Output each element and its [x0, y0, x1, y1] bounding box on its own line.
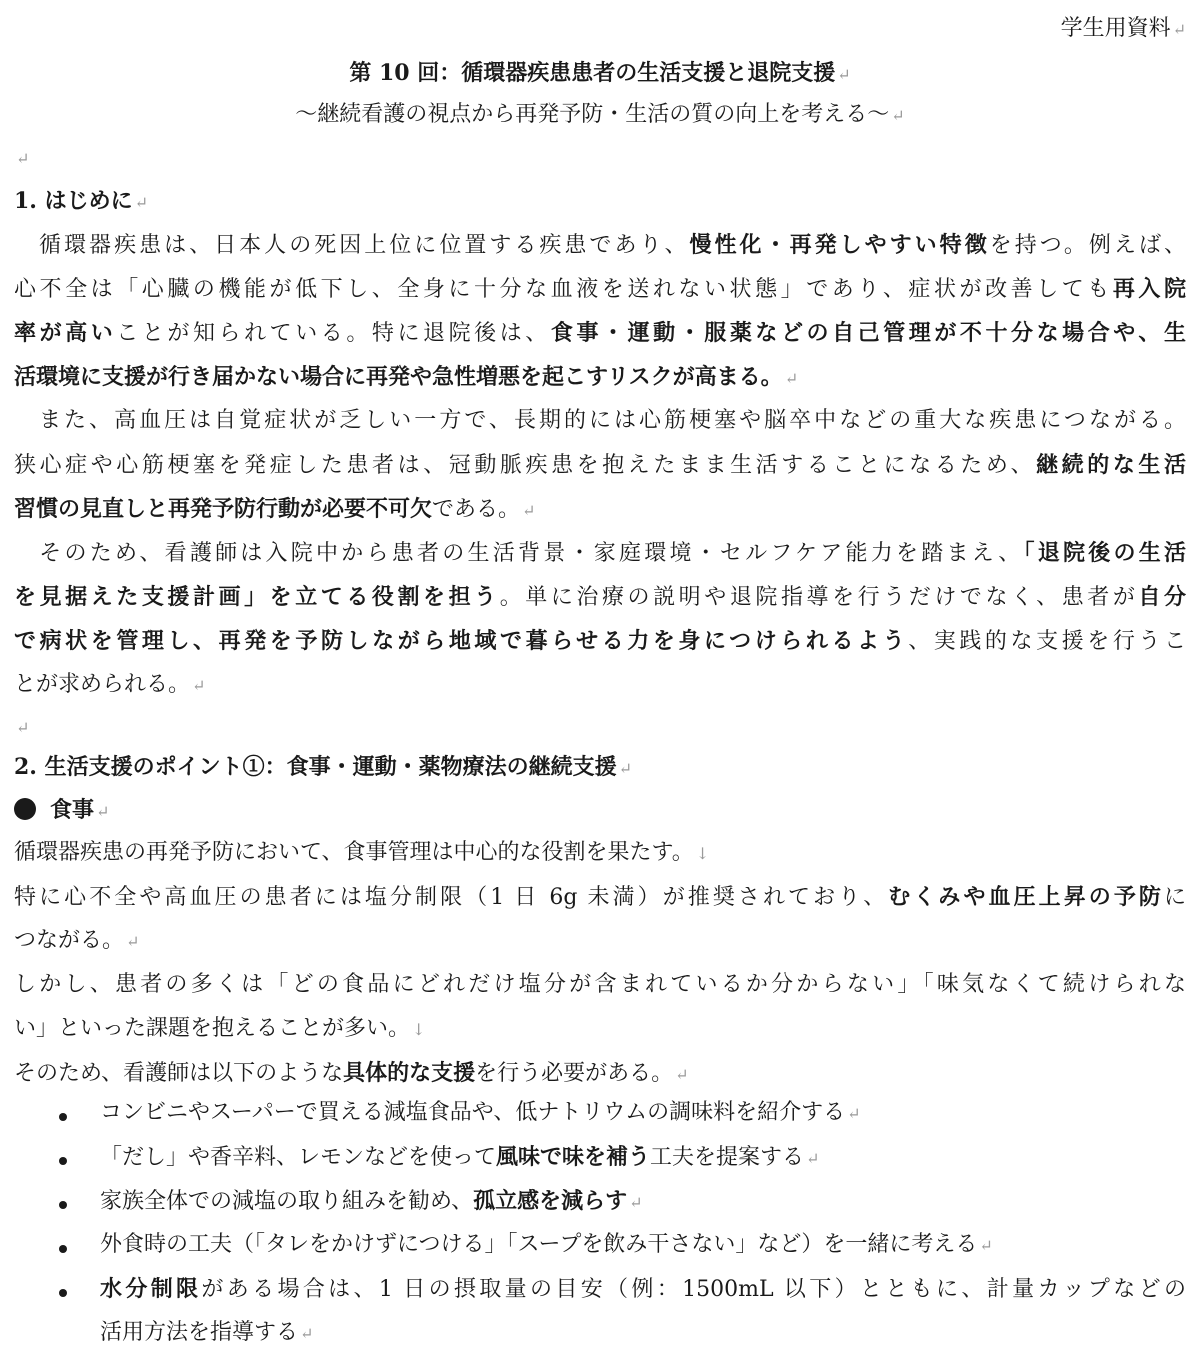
s2-line5: い」といった課題を抱えることが多い。 ↓ [14, 1016, 426, 1041]
s2-line1: 循環器疾患の再発予防において、食事管理は中心的な役割を果たす。 ↓ [14, 840, 710, 865]
bullet-item: 家族全体での減塩の取り組みを勧め、孤立感を減らす ↵ [100, 1188, 643, 1214]
bullet-disc-icon [14, 798, 36, 820]
s1-p3-line1: そのため、看護師は入院中から患者の生活背景・家庭環境・セルフケア能力を踏まえ、「退院後の生活 [14, 540, 1186, 566]
bullet-icon [56, 1102, 70, 1116]
s1-p2-line1: また、高血圧は自覚症状が乏しい一方で、長期的には心筋梗塞や脳卒中などの重大な疾患につながる。 [14, 408, 1186, 433]
s2-line4: しかし、患者の多くは「どの食品にどれだけ塩分が含まれているか分からない」「味気なくて続けられな [14, 972, 1186, 997]
bullet-item: 「だし」や香辛料、レモンなどを使って風味で味を補う工夫を提案する ↵ [100, 1144, 820, 1170]
section1-heading: 1. はじめに ↵ [14, 188, 149, 214]
bullet-icon [56, 1278, 70, 1292]
s1-p3-line3: で病状を管理し、再発を予防しながら地域で暮らせる力を身につけられるよう、実践的な支援を行うこ [14, 628, 1186, 654]
s2-line6: そのため、看護師は以下のような具体的な支援を行う必要がある。 ↵ [14, 1060, 689, 1086]
s1-p1-line3: 率が高いことが知られている。特に退院後は、食事・運動・服薬などの自己管理が不十分な場合や、生 [14, 320, 1186, 346]
s1-p2-line3: 習慣の見直しと再発予防行動が必要不可欠である。 ↵ [14, 496, 536, 522]
empty-paragraph: ↵ [16, 149, 30, 168]
s2-line3: つながる。 ↵ [14, 928, 140, 953]
bullet-item-continuation: 活用方法を指導する ↵ [100, 1320, 314, 1345]
s2-line2: 特に心不全や高血圧の患者には塩分制限（1 日 6g 未満）が推奨されており、むくみや血圧上昇の予防に [14, 884, 1186, 910]
document-title: 第 10 回：循環器疾患患者の生活支援と退院支援 ↵ [349, 60, 851, 86]
bullet-item: コンビニやスーパーで買える減塩食品や、低ナトリウムの調味料を紹介する ↵ [100, 1100, 861, 1125]
bullet-icon [56, 1190, 70, 1204]
section2-heading: 2. 生活支援のポイント①：食事・運動・薬物療法の継続支援 ↵ [14, 754, 633, 780]
empty-paragraph: ↵ [16, 718, 30, 737]
s1-p2-line2: 狭心症や心筋梗塞を発症した患者は、冠動脈疾患を抱えたまま生活することになるため、継続的な生活 [14, 452, 1186, 478]
s1-p1-line2: 心不全は「心臓の機能が低下し、全身に十分な血液を送れない状態」であり、症状が改善しても再入院 [14, 276, 1186, 302]
bullet-item: 外食時の工夫（「タレをかけずにつける」「スープを飲み干さない」など）を一緒に考える ↵ [100, 1232, 993, 1257]
s1-p3-line4: とが求められる。 ↵ [14, 672, 206, 697]
bullet-item: 水分制限がある場合は、1 日の摂取量の目安（例：1500mL 以下）とともに、計量カップなどの [100, 1276, 1186, 1302]
bullet-icon [56, 1234, 70, 1248]
document-subtitle: 〜継続看護の視点から再発予防・生活の質の向上を考える〜 ↵ [295, 102, 905, 127]
bullet-icon [56, 1146, 70, 1160]
document-label: 学生用資料 ↵ [1060, 16, 1186, 41]
s1-p1-line1: 循環器疾患は、日本人の死因上位に位置する疾患であり、慢性化・再発しやすい特徴を持つ。例えば、 [14, 232, 1186, 258]
s1-p1-line4: 活環境に支援が行き届かない場合に再発や急性増悪を起こすリスクが高まる。 ↵ [14, 364, 799, 390]
s1-p3-line2: を見据えた支援計画」を立てる役割を担う。単に治療の説明や退院指導を行うだけでなく、患者が自分 [14, 584, 1186, 610]
section2-subheading: 食事 ↵ [14, 795, 1186, 827]
